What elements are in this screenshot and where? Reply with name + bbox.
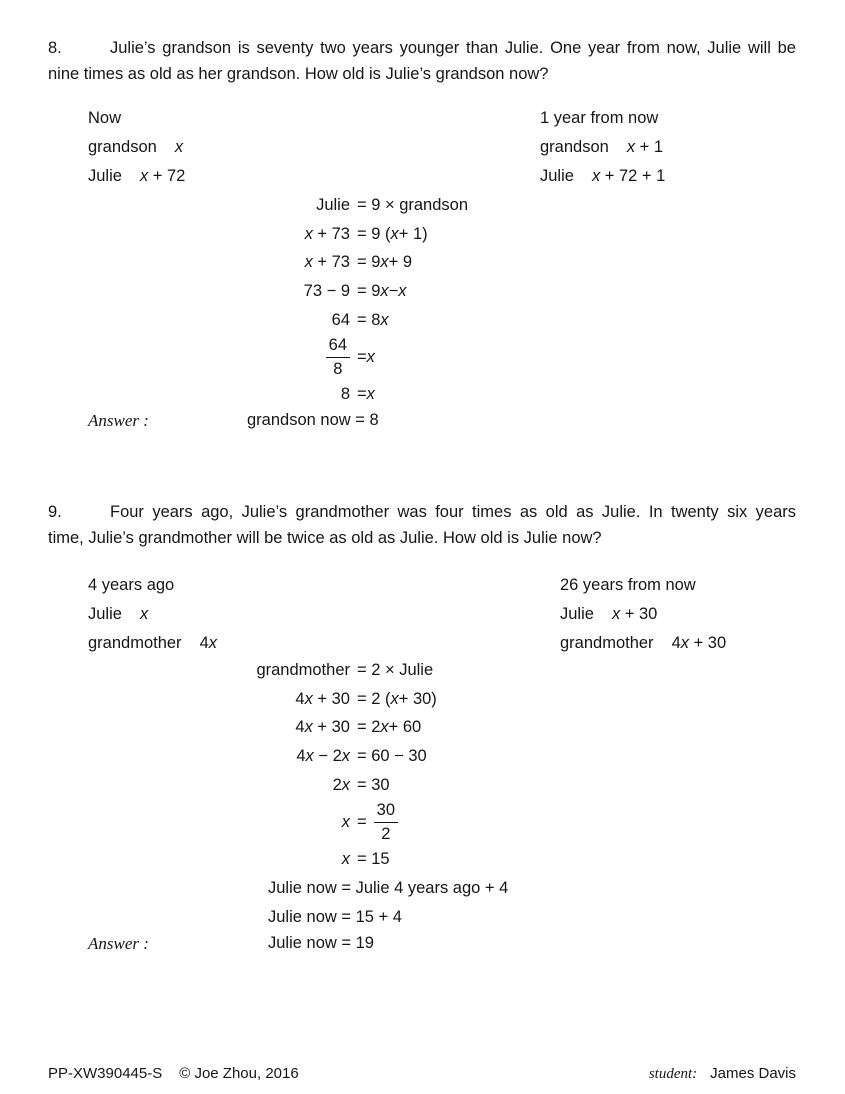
- equation-rhs: = x: [357, 347, 375, 366]
- equation-lhs: x + 73: [304, 253, 350, 272]
- equation-lhs: 8: [340, 385, 350, 404]
- age-table-title: Now: [88, 109, 122, 127]
- answer-text: Julie now = 19: [268, 934, 374, 952]
- row-value: x + 1: [626, 137, 664, 156]
- table-row: [88, 162, 185, 191]
- problem-8-statement: [48, 36, 796, 87]
- row-value: x + 72 + 1: [591, 166, 666, 185]
- equation-lhs: [150, 335, 350, 379]
- equation-lhs: 4x + 30: [295, 718, 350, 737]
- equation-lhs: grandmother: [256, 660, 350, 679]
- equation-lhs: x + 73: [304, 224, 350, 243]
- equation-lhs: 4x + 30: [295, 689, 350, 708]
- table-row: [540, 162, 665, 191]
- equation-row: [150, 191, 468, 220]
- equation-lhs: 4x − 2x: [296, 746, 350, 765]
- denominator: 8: [333, 360, 343, 379]
- answer-row: [0, 929, 845, 958]
- worksheet-code: PP-XW390445-S: [48, 1065, 163, 1082]
- equation-row: [150, 380, 468, 409]
- equation-lhs: x: [341, 850, 350, 869]
- page-footer: [0, 1062, 845, 1086]
- answer-label: Answer :: [88, 411, 149, 430]
- table-row: [540, 133, 665, 162]
- row-value: x: [139, 604, 149, 623]
- equation-rhs: = 9 x − x: [357, 281, 407, 300]
- equation-row: [150, 306, 468, 335]
- equation-lhs: 64: [331, 310, 350, 329]
- student-label: student:: [648, 1066, 698, 1082]
- equation-rhs: = x: [357, 385, 375, 404]
- footer-left: [48, 1062, 299, 1086]
- equation-lhs: 73 − 9: [303, 281, 350, 300]
- equation-row: [140, 656, 508, 685]
- footer-right: [649, 1062, 796, 1086]
- age-table-future: [540, 104, 665, 190]
- answer-row: [0, 406, 845, 435]
- age-table-future: [560, 571, 726, 657]
- statement-text: Julie’s grandson is seventy two years younger than Julie. One year from now, Julie will be: [110, 39, 796, 57]
- equation-rhs: = 9 x + 9: [357, 253, 413, 272]
- equation-row: [140, 799, 508, 845]
- table-row: [88, 133, 185, 162]
- equation-rhs: = 2 × Julie: [357, 660, 434, 679]
- work-line: Julie now = 15 + 4: [268, 907, 402, 926]
- equation-rhs: [357, 800, 398, 844]
- answer-text: grandson now = 8: [247, 411, 379, 429]
- copyright-text: © Joe Zhou, 2016: [179, 1065, 299, 1082]
- answer-label: Answer :: [88, 934, 149, 953]
- row-label: Julie: [560, 604, 594, 623]
- problem-9-statement: [48, 500, 796, 551]
- equations-block: [140, 656, 508, 932]
- equation-row: [140, 713, 508, 742]
- row-value: x + 30: [611, 604, 658, 623]
- row-label: Julie: [88, 166, 122, 185]
- table-row: [560, 600, 726, 629]
- statement-line: [48, 36, 796, 62]
- numerator: 30: [374, 800, 398, 823]
- fraction: [374, 800, 398, 844]
- equation-row: [140, 845, 508, 874]
- row-label: grandson: [88, 137, 157, 156]
- statement-line: time, Julie’s grandmother will be twice as old as Julie. How old is Julie now?: [48, 528, 602, 547]
- row-value: x + 72: [139, 166, 186, 185]
- equation-rhs: = 9 × grandson: [357, 195, 469, 214]
- age-table-title: 26 years from now: [560, 576, 696, 594]
- equation-rhs: = 2 ( x + 30): [357, 689, 437, 708]
- equation-row: [150, 277, 468, 306]
- equation-lhs: x: [341, 812, 350, 831]
- equation-row: [150, 334, 468, 380]
- equation-rhs: = 9 ( x + 1): [357, 224, 428, 243]
- age-table-now: [88, 104, 185, 190]
- row-label: Julie: [88, 604, 122, 623]
- equation-rhs: = 2 x + 60: [357, 718, 422, 737]
- statement-text: Four years ago, Julie’s grandmother was four times as old as Julie. In twenty six years: [110, 503, 796, 521]
- table-row: [560, 629, 726, 658]
- work-line: Julie now = Julie 4 years ago + 4: [268, 878, 509, 897]
- equation-row: [150, 220, 468, 249]
- row-label: grandmother: [88, 633, 182, 652]
- student-name: James Davis: [710, 1065, 796, 1082]
- row-value: x: [174, 137, 184, 156]
- equation-rhs: = 30: [357, 775, 390, 794]
- fraction: [326, 335, 350, 379]
- table-row: [88, 600, 217, 629]
- row-label: grandson: [540, 137, 609, 156]
- row-label: Julie: [540, 166, 574, 185]
- row-value: 4x: [199, 633, 217, 652]
- equation-rhs: = 60 − 30: [357, 746, 427, 765]
- equation-rhs: = 8 x: [357, 310, 389, 329]
- equation-row: [140, 771, 508, 800]
- row-value: 4x + 30: [671, 633, 727, 652]
- equation-row: [140, 685, 508, 714]
- statement-line: nine times as old as her grandson. How old is Julie’s grandson now?: [48, 64, 549, 83]
- equation-lhs: Julie: [316, 195, 350, 214]
- equals-sign: =: [357, 812, 367, 831]
- statement-line: [48, 500, 796, 526]
- problem-number: 9.: [48, 503, 62, 521]
- denominator: 2: [381, 825, 391, 844]
- age-table-title: 1 year from now: [540, 109, 659, 127]
- equations-block: [150, 191, 468, 409]
- row-label: grandmother: [560, 633, 654, 652]
- equation-row: [150, 248, 468, 277]
- problem-number: 8.: [48, 39, 62, 57]
- equation-row: [140, 742, 508, 771]
- table-row: [88, 629, 217, 658]
- numerator: 64: [326, 335, 350, 358]
- age-table-title: 4 years ago: [88, 576, 175, 594]
- equation-lhs: 2x: [332, 775, 350, 794]
- age-table-past: [88, 571, 217, 657]
- equation-rhs: = 15: [357, 850, 390, 869]
